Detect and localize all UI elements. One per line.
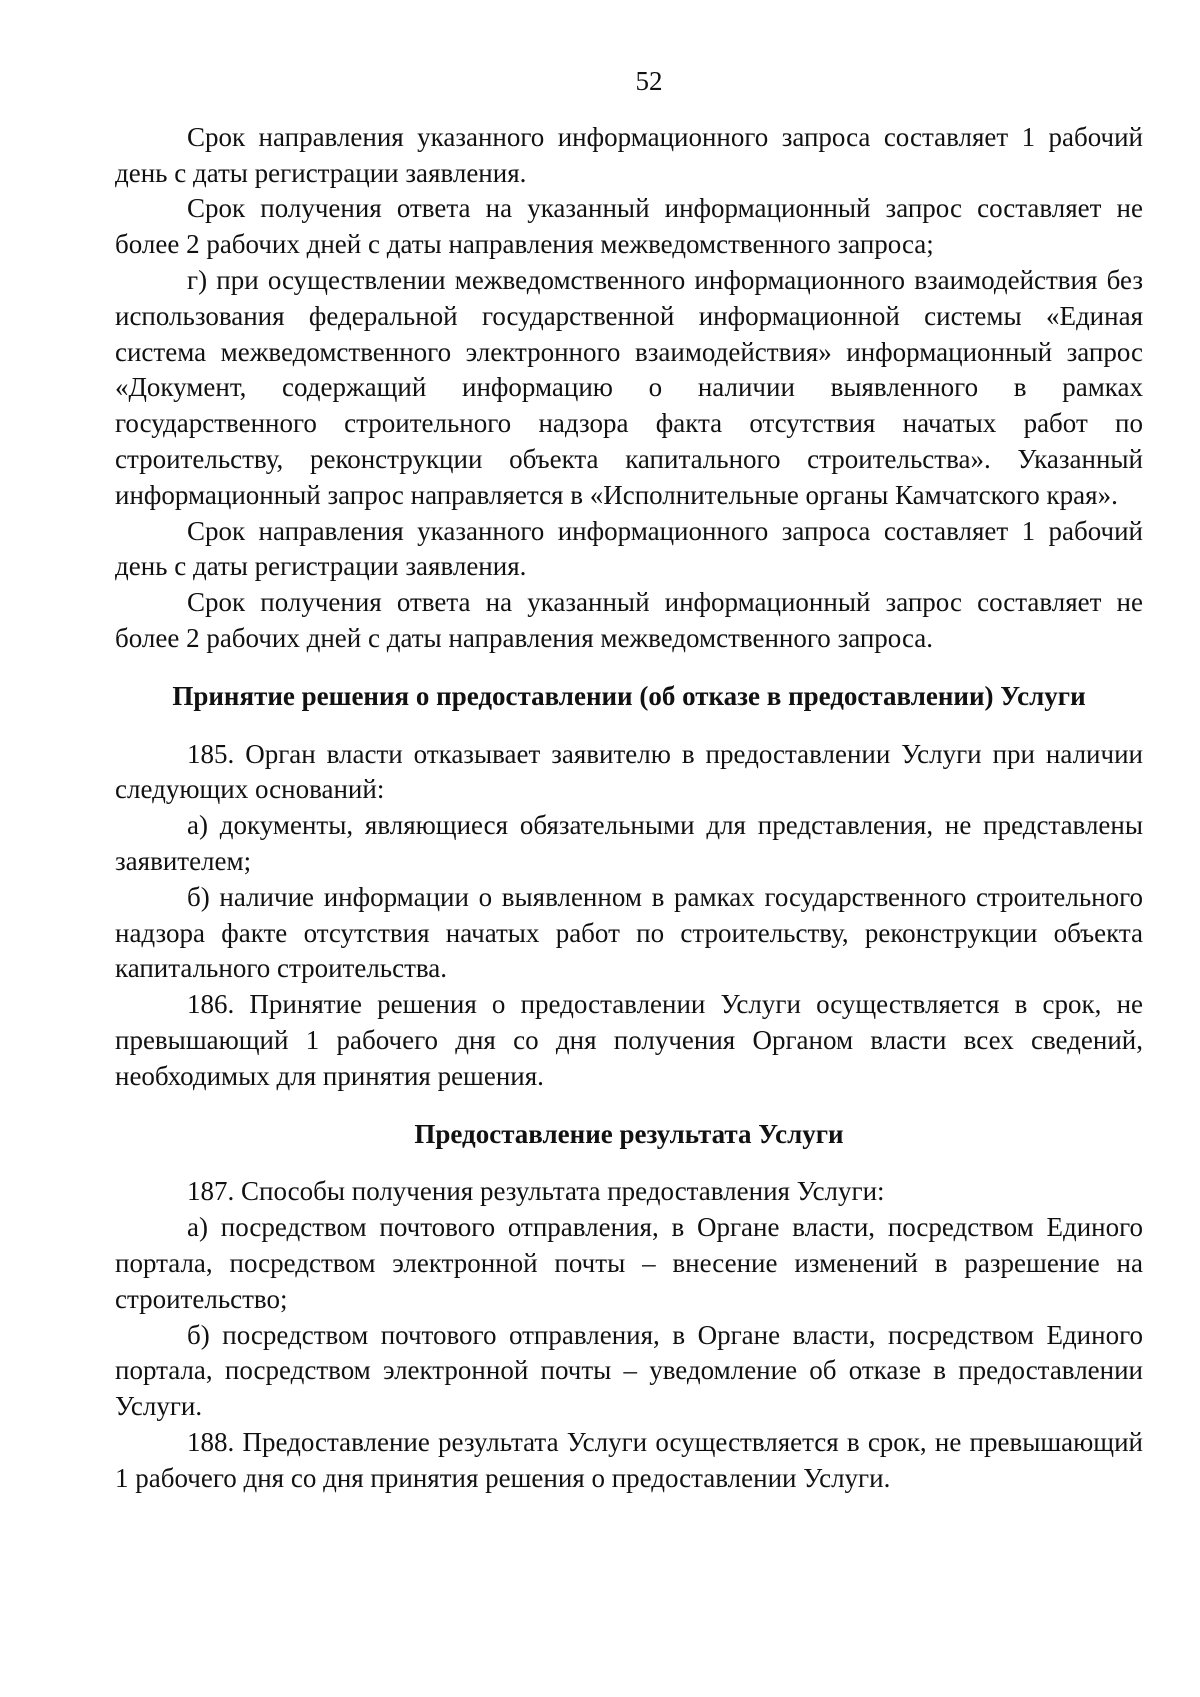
paragraph: б) наличие информации о выявленном в рамках государственного строительного надзора факте отсутствия начатых работ по строительству, реконструкции объекта капитального строительства.: [115, 881, 1143, 984]
paragraph: 186. Принятие решения о предоставлении Услуги осуществляется в срок, не превышающий 1 рабочего дня со дня получения Органом власти всех сведений, необходимых для принятия решения.: [115, 989, 1143, 1091]
paragraph: Срок получения ответа на указанный информационный запрос составляет не более 2 рабочих дней с даты направления межведомственного запроса.: [115, 587, 1143, 653]
paragraph: а) документы, являющиеся обязательными для представления, не представлены заявителем;: [115, 810, 1143, 876]
paragraph: Срок получения ответа на указанный информационный запрос составляет не более 2 рабочих дней с даты направления межведомственного запроса;: [115, 193, 1143, 260]
paragraph: б) посредством почтового отправления, в Органе власти, посредством Единого портала, посредством электронной почты – уведомление об отказе в предоставлении Услуги.: [115, 1319, 1143, 1422]
section-heading-decision: Принятие решения о предоставлении (об отказе в предоставлении) Услуги: [172, 680, 1086, 711]
paragraph: 188. Предоставление результата Услуги осуществляется в срок, не превышающий 1 рабочего дня со дня принятия решения о предоставлении Услуги.: [115, 1426, 1143, 1493]
page-number: 52: [635, 66, 663, 96]
paragraph: г) при осуществлении межведомственного информационного взаимодействия без использования федеральной государственной информационной системы «Единая система межведомственного электронного взаимодействия» информационный запрос «Документ, содержащий информацию о наличии выявленного в рамках государственного строительного надзора факта отсутствия начатых работ по строительству, реконструкции объекта капитального строительства». Указанный информационный запрос направляется в «Исполнительные органы Камчатского края».: [115, 264, 1143, 510]
section-heading-result: Предоставление результата Услуги: [414, 1118, 844, 1149]
paragraph: 185. Орган власти отказывает заявителю в предоставлении Услуги при наличии следующих оснований:: [115, 738, 1143, 805]
paragraph: Срок направления указанного информационного запроса составляет 1 рабочий день с даты регистрации заявления.: [115, 515, 1143, 582]
document-page: [115, 64, 1143, 1496]
paragraph: Срок направления указанного информационного запроса составляет 1 рабочий день с даты регистрации заявления.: [115, 121, 1143, 188]
paragraph: 187. Способы получения результата предоставления Услуги:: [187, 1176, 885, 1207]
paragraph: а) посредством почтового отправления, в Органе власти, посредством Единого портала, посредством электронной почты – внесение изменений в разрешение на строительство;: [115, 1212, 1143, 1314]
